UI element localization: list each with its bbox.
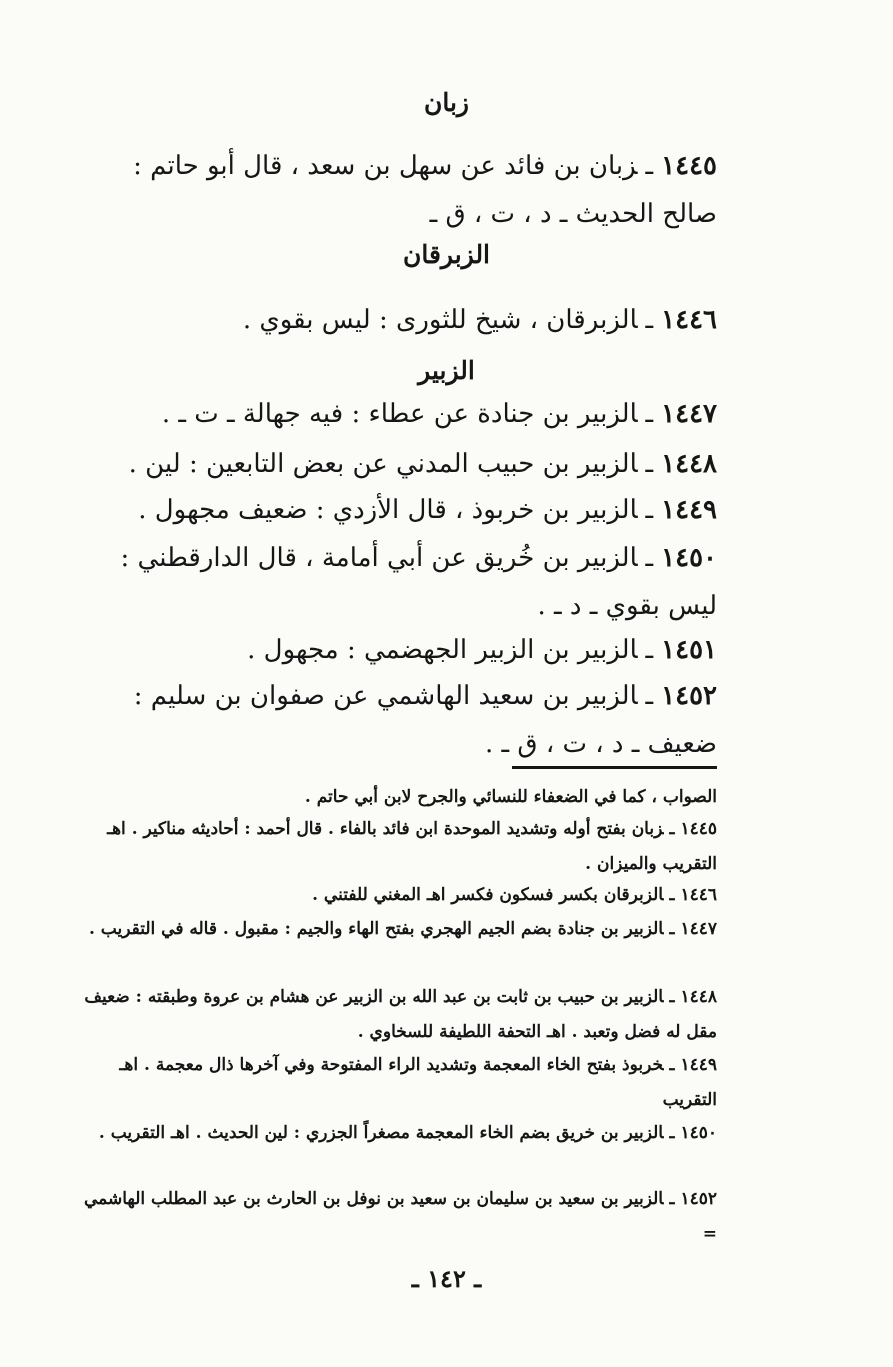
footnote-text: الزبير بن خريق بضم الخاء المعجمة مصغراً الجزري : لين الحديث . اهـ التقريب . (98, 1123, 664, 1143)
entry-text: زبان بن فائد عن سهل بن سعد ، قال أبو حاتم : صالح الحديث ـ د ، ت ، ق ـ (133, 151, 717, 229)
footnote-number: ١٤٤٦ (680, 885, 717, 905)
entry-text: الزبير بن خُريق عن أبي أمامة ، قال الدارقطني : ليس بقوي ـ د ـ . (120, 543, 717, 621)
entry-text: الزبير بن الزبير الجهضمي : مجهول . (247, 635, 638, 665)
entry-text: الزبير بن حبيب المدني عن بعض التابعين : لين . (128, 449, 638, 479)
footnote-number: ١٤٥٢ (680, 1189, 717, 1209)
entry-1448: ١٤٤٨ـالزبير بن حبيب المدني عن بعض التابعين : لين . (128, 449, 717, 479)
footnote-number: ١٤٤٨ (680, 987, 717, 1007)
footnote-number: ١٤٤٩ (680, 1055, 717, 1075)
section-heading-zabban: زبان (423, 88, 469, 117)
footnote-text: الزبير بن سعيد بن سليمان بن سعيد بن نوفل بن الحارث بن عبد المطلب الهاشمي = (83, 1189, 717, 1244)
entry-1450: ١٤٥٠ـالزبير بن خُريق عن أبي أمامة ، قال الدارقطني : ليس بقوي ـ د ـ . (120, 543, 717, 621)
footnote-1449: ١٤٤٩ـخربوذ بفتح الخاء المعجمة وتشديد الراء المفتوحة وفي آخرها ذال معجمة . اهـ التقريب (119, 1055, 717, 1110)
footnote-1448: ١٤٤٨ـالزبير بن حبيب بن ثابت بن عبد الله بن الزبير عن هشام بن عروة وطبقته : ضعيف مقل له فضل وتعبد . اهـ التحفة اللطيفة للسخاوي . (84, 987, 717, 1042)
entry-text: الزبير بن خربوذ ، قال الأزدي : ضعيف مجهول . (138, 495, 638, 525)
entry-text: الزبير بن سعيد الهاشمي عن صفوان بن سليم : ضعيف ـ د ، ت ، ق ـ . (133, 681, 717, 759)
entry-1449: ١٤٤٩ـالزبير بن خربوذ ، قال الأزدي : ضعيف مجهول . (138, 495, 717, 525)
entry-number: ١٤٤٨ (661, 449, 717, 479)
entry-number: ١٤٥٠ (661, 543, 717, 573)
section-heading-zubayr: الزبير (418, 356, 475, 385)
footnote-0 (78, 780, 717, 815)
entry-number: ١٤٥١ (661, 635, 717, 665)
entry-1446: ١٤٤٦ـالزبرقان ، شيخ للثورى : ليس بقوي . (242, 305, 717, 335)
entry-number: ١٤٤٦ (661, 305, 717, 335)
entry-1447: ١٤٤٧ـالزبير بن جنادة عن عطاء : فيه جهالة ـ ت ـ . (161, 399, 717, 429)
entry-number: ١٤٤٥ (661, 151, 717, 181)
entry-number: ١٤٤٩ (661, 495, 717, 525)
page-number: ـ ١٤٢ ـ (411, 1264, 482, 1293)
footnote-separator (0, 766, 893, 769)
footnote-text: الزبير بن جنادة بضم الجيم الهجري بفتح الهاء والجيم : مقبول . قاله في التقريب . (88, 919, 664, 939)
footnote-text: الصواب ، كما في الضعفاء للنسائي والجرح لابن أبي حاتم . (304, 787, 717, 807)
footnote-number: ١٤٥٠ (680, 1123, 717, 1143)
footnote-text: الزبرقان بكسر فسكون فكسر اهـ المغني للفتني . (312, 885, 664, 905)
footnote-text: خربوذ بفتح الخاء المعجمة وتشديد الراء المفتوحة وفي آخرها ذال معجمة . اهـ التقريب (119, 1055, 717, 1110)
footnote-1447: ١٤٤٧ـالزبير بن جنادة بضم الجيم الهجري بفتح الهاء والجيم : مقبول . قاله في التقريب . (88, 919, 717, 939)
section-heading-zibriqan: الزبرقان (402, 240, 491, 269)
entry-1445: ١٤٤٥ـزبان بن فائد عن سهل بن سعد ، قال أبو حاتم : صالح الحديث ـ د ، ت ، ق ـ (133, 151, 717, 229)
footnote-text: الزبير بن حبيب بن ثابت بن عبد الله بن الزبير عن هشام بن عروة وطبقته : ضعيف مقل له فضل وتعبد . اهـ التحفة اللطيفة للسخاوي . (84, 987, 717, 1042)
entry-text: الزبرقان ، شيخ للثورى : ليس بقوي . (242, 305, 638, 335)
footnote-number: ١٤٤٧ (680, 919, 717, 939)
footnote-number: ١٤٤٥ (680, 819, 717, 839)
entry-number: ١٤٥٢ (661, 681, 717, 711)
entry-number: ١٤٤٧ (661, 399, 717, 429)
entry-text: الزبير بن جنادة عن عطاء : فيه جهالة ـ ت ـ . (161, 399, 638, 429)
footnote-1452: ١٤٥٢ـالزبير بن سعيد بن سليمان بن سعيد بن نوفل بن الحارث بن عبد المطلب الهاشمي = (83, 1189, 717, 1244)
footnote-text: زبان بفتح أوله وتشديد الموحدة ابن فائد بالفاء . قال أحمد : أحاديثه مناكير . اهـ التقريب والميزان . (107, 819, 717, 874)
entry-1451: ١٤٥١ـالزبير بن الزبير الجهضمي : مجهول . (247, 635, 717, 665)
footnote-1446: ١٤٤٦ـالزبرقان بكسر فسكون فكسر اهـ المغني للفتني . (312, 885, 717, 905)
footnote-1445: ١٤٤٥ـزبان بفتح أوله وتشديد الموحدة ابن فائد بالفاء . قال أحمد : أحاديثه مناكير . اهـ التقريب والميزان . (107, 819, 717, 874)
entry-1452: ١٤٥٢ـالزبير بن سعيد الهاشمي عن صفوان بن سليم : ضعيف ـ د ، ت ، ق ـ . (133, 681, 717, 759)
footnote-1450: ١٤٥٠ـالزبير بن خريق بضم الخاء المعجمة مصغراً الجزري : لين الحديث . اهـ التقريب . (98, 1123, 717, 1143)
